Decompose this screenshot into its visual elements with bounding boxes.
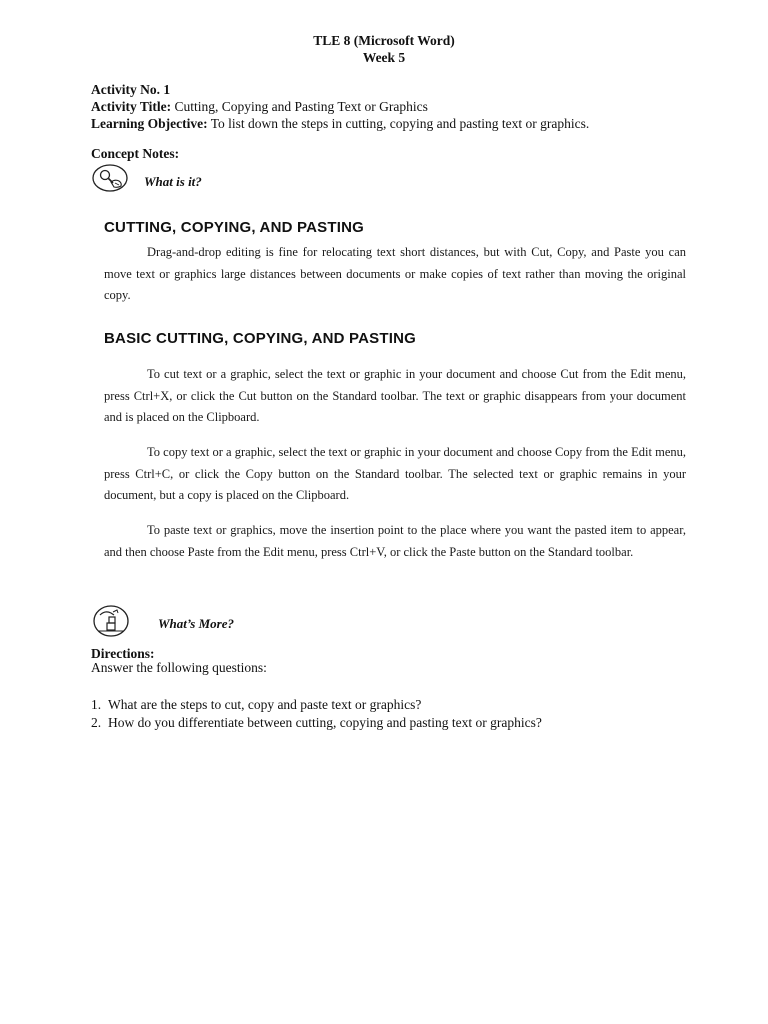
- question-number: 1.: [91, 697, 102, 712]
- activity-title-value: Cutting, Copying and Pasting Text or Graphics: [171, 99, 428, 114]
- learning-objective-value: To list down the steps in cutting, copying and pasting text or graphics.: [207, 116, 590, 131]
- activity-title-label: Activity Title:: [91, 99, 172, 114]
- learning-objective-label: Learning Objective:: [91, 116, 208, 131]
- question-item: [91, 715, 542, 731]
- question-number: 2.: [91, 715, 102, 730]
- section-title-basic-cutting-copying-pasting: BASIC CUTTING, COPYING, AND PASTING: [104, 330, 417, 347]
- what-is-it-label: What is it?: [144, 174, 202, 189]
- section1-paragraph: Drag-and-drop editing is fine for relocating text short distances, but with Cut, Copy, and Paste you can move text or graphics large distances between documents or make copies of text rather than moving the original copy.: [104, 245, 686, 302]
- building-blocks-icon: [91, 604, 131, 638]
- paste-paragraph: To paste text or graphics, move the insertion point to the place where you want the pasted item to appear, and then choose Paste from the Edit menu, press Ctrl+V, or click the Paste button on the Standard toolbar.: [104, 523, 686, 559]
- whats-more-label: What’s More?: [158, 616, 234, 631]
- magnifier-hand-icon: [91, 163, 131, 195]
- activity-number: Activity No. 1: [91, 82, 171, 97]
- activity-title-line: [91, 99, 428, 115]
- section-title-cutting-copying-pasting: CUTTING, COPYING, AND PASTING: [104, 219, 364, 236]
- document-header-title: TLE 8 (Microsoft Word): [313, 33, 455, 48]
- copy-paragraph: To copy text or a graphic, select the text or graphic in your document and choose Copy from the Edit menu, press Ctrl+C, or click the Copy button on the Standard toolbar. The selected text or graphic remains in your document, but a copy is placed on the Clipboard.: [104, 445, 686, 502]
- question-text: What are the steps to cut, copy and paste text or graphics?: [108, 697, 422, 712]
- question-item: [91, 697, 421, 713]
- concept-notes-label: Concept Notes:: [91, 146, 180, 161]
- document-header-week: Week 5: [362, 50, 406, 65]
- question-text: How do you differentiate between cutting, copying and pasting text or graphics?: [108, 715, 542, 730]
- directions-instruction: Answer the following questions:: [91, 660, 267, 675]
- directions-label: Directions:: [91, 646, 155, 661]
- learning-objective-line: [91, 116, 589, 132]
- cut-paragraph: To cut text or a graphic, select the text or graphic in your document and choose Cut from the Edit menu, press Ctrl+X, or click the Cut button on the Standard toolbar. The text or graphic disappears from your document and is placed on the Clipboard.: [104, 367, 686, 424]
